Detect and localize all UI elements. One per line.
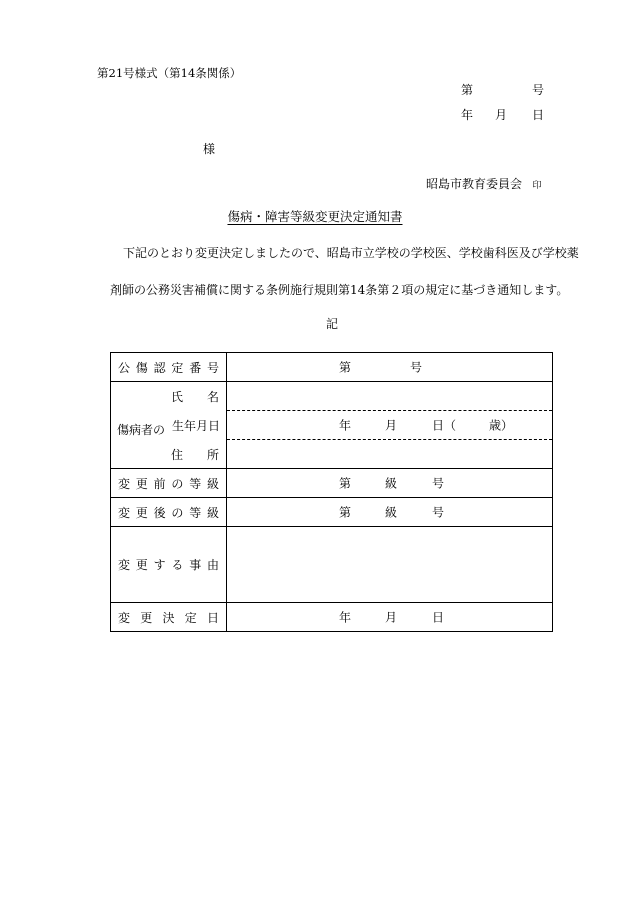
seal-mark: 印: [532, 180, 542, 191]
grade-before-prefix: 第: [339, 476, 352, 491]
issuer-name: 昭島市教育委員会: [426, 177, 523, 191]
label-grade-before: [111, 469, 227, 498]
label-grade-after: [111, 498, 227, 527]
doc-number-suffix: 号: [532, 83, 545, 97]
value-change-reason[interactable]: [227, 527, 553, 603]
grade-before-mid: 級: [385, 476, 398, 491]
decision-day: 日: [432, 610, 445, 625]
birth-age: 歳）: [489, 418, 514, 433]
date-month: 月: [495, 108, 508, 122]
doc-number-prefix: 第: [461, 83, 474, 97]
label-change-reason: [111, 527, 227, 603]
value-name[interactable]: [227, 382, 553, 411]
injured-label: 傷病者の: [117, 423, 166, 437]
label-change-reason-text: 変 更 す る 事 由: [118, 558, 219, 572]
grade-after-suffix: 号: [432, 505, 445, 520]
date-day: 日: [532, 108, 545, 122]
grade-before-suffix: 号: [432, 476, 445, 491]
birth-day: 日（: [432, 418, 457, 433]
grade-after-mid: 級: [385, 505, 398, 520]
value-decision-date[interactable]: [227, 603, 553, 632]
value-address[interactable]: [227, 440, 553, 469]
body-line-2: 剤師の公務災害補償に関する条例施行規則第14条第２項の規定に基づき通知します。: [110, 283, 569, 297]
decision-month: 月: [385, 610, 398, 625]
value-injury-cert-no[interactable]: [227, 353, 553, 382]
birth-year: 年: [339, 418, 352, 433]
issuer-block: [426, 178, 542, 191]
label-injured-person: [111, 382, 227, 469]
form-number: 第21号様式（第14条関係）: [97, 66, 242, 80]
value-birthdate[interactable]: [227, 411, 553, 440]
name-label: 氏 名: [171, 390, 219, 404]
cert-no-prefix: 第: [339, 360, 352, 375]
address-label: 住 所: [171, 448, 219, 462]
value-grade-before[interactable]: [227, 469, 553, 498]
label-grade-after-text: 変 更 後 の 等 級: [118, 505, 219, 520]
cert-no-suffix: 号: [410, 360, 423, 375]
label-injury-cert-no-text: 公 傷 認 定 番 号: [118, 360, 219, 375]
addressee-suffix: 様: [203, 142, 216, 156]
date-year: 年: [461, 108, 474, 122]
document-title: 傷病・障害等級変更決定通知書: [227, 209, 403, 224]
label-decision-date: [111, 603, 227, 632]
value-grade-after[interactable]: [227, 498, 553, 527]
label-decision-date-text: 変 更 決 定 日: [118, 610, 219, 625]
birth-month: 月: [385, 418, 398, 433]
form-table: [110, 352, 553, 632]
decision-year: 年: [339, 610, 352, 625]
grade-after-prefix: 第: [339, 505, 352, 520]
label-grade-before-text: 変 更 前 の 等 級: [118, 476, 219, 491]
ki-heading: 記: [326, 317, 339, 331]
label-injury-cert-no: [111, 353, 227, 382]
birth-label: 生年月日: [172, 419, 221, 433]
body-line-1: 下記のとおり変更決定しましたので、昭島市立学校の学校医、学校歯科医及び学校薬: [123, 246, 579, 260]
